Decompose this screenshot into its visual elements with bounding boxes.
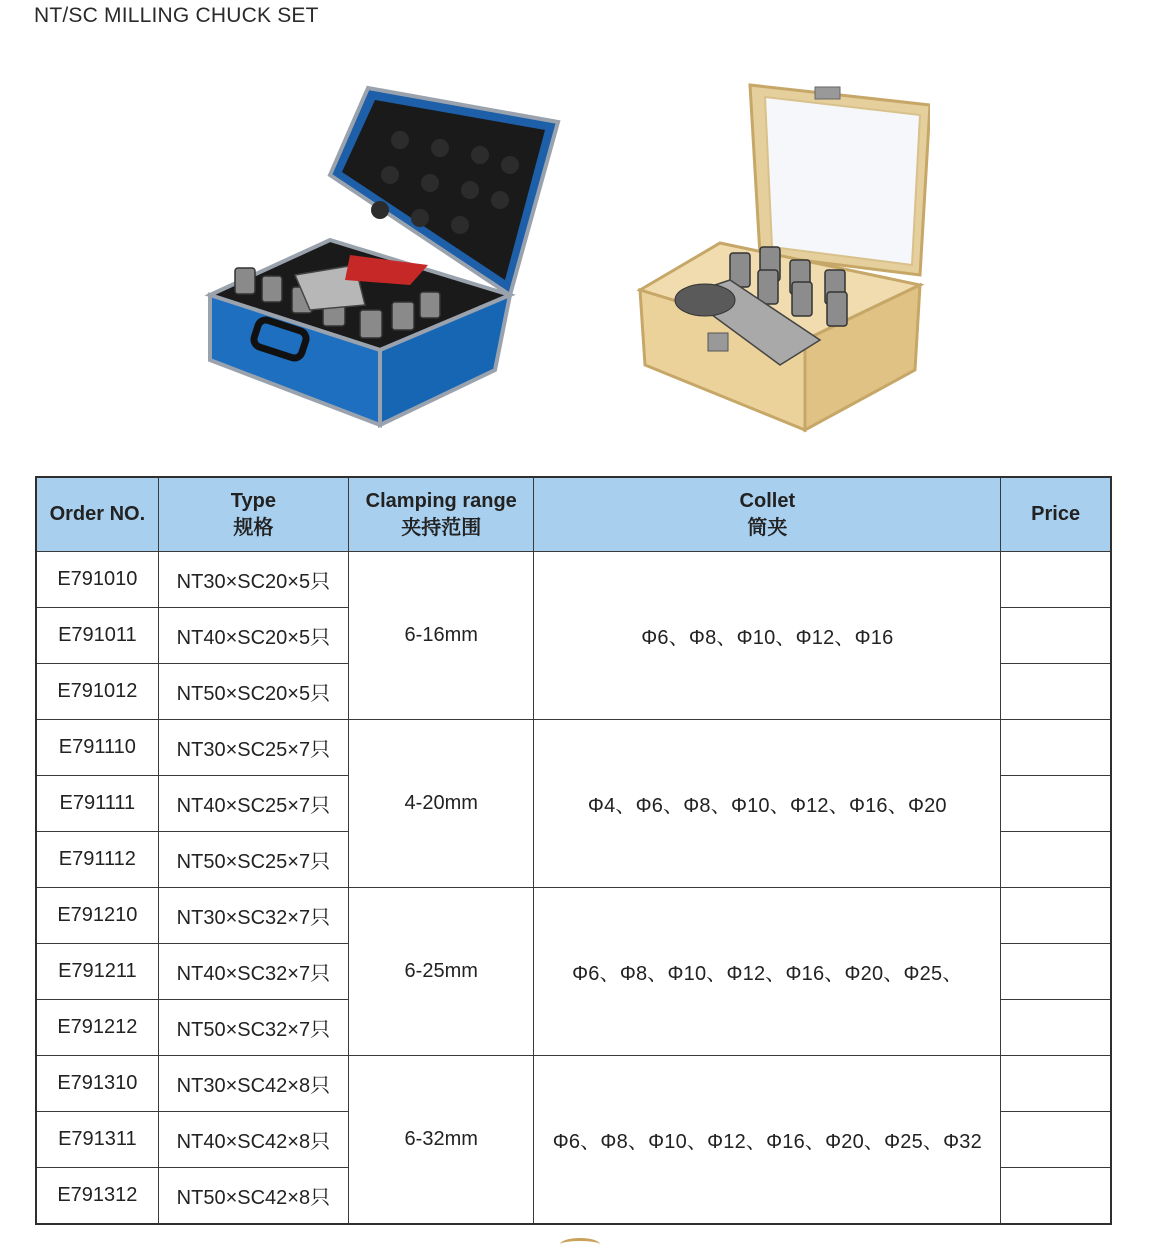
- header-collet-cn: 筒夹: [747, 516, 788, 539]
- price-cell: [1001, 720, 1111, 776]
- order-no: E791310: [36, 1056, 158, 1112]
- price-cell: [1001, 1056, 1111, 1112]
- clamping-range-cell: 6-16mm: [349, 552, 534, 720]
- price-cell: [1001, 1000, 1111, 1056]
- header-collet: [534, 477, 1001, 552]
- type-cell: NT50×SC25×7只: [158, 832, 348, 888]
- order-no: E791112: [36, 832, 158, 888]
- type-cell: NT30×SC25×7只: [158, 720, 348, 776]
- type-cell: NT40×SC25×7只: [158, 776, 348, 832]
- clamping-range-cell: 6-25mm: [349, 888, 534, 1056]
- order-no: E791210: [36, 888, 158, 944]
- aluminum-case-image: [200, 80, 570, 440]
- collet-cell: Φ4、Φ6、Φ8、Φ10、Φ12、Φ16、Φ20: [534, 720, 1001, 888]
- header-type: [158, 477, 348, 552]
- order-no: E791011: [36, 608, 158, 664]
- type-cell: NT30×SC42×8只: [158, 1056, 348, 1112]
- order-no: E791211: [36, 944, 158, 1000]
- type-cell: NT50×SC42×8只: [158, 1168, 348, 1225]
- order-no: E791010: [36, 552, 158, 608]
- type-cell: NT40×SC42×8只: [158, 1112, 348, 1168]
- page-title: NT/SC MILLING CHUCK SET: [34, 4, 319, 27]
- type-cell: NT30×SC32×7只: [158, 888, 348, 944]
- order-no: E791012: [36, 664, 158, 720]
- price-cell: [1001, 552, 1111, 608]
- order-no: E791212: [36, 1000, 158, 1056]
- price-cell: [1001, 664, 1111, 720]
- type-cell: NT50×SC32×7只: [158, 1000, 348, 1056]
- collet-cell: Φ6、Φ8、Φ10、Φ12、Φ16、Φ20、Φ25、: [534, 888, 1001, 1056]
- type-cell: NT40×SC20×5只: [158, 608, 348, 664]
- order-no: E791111: [36, 776, 158, 832]
- wooden-box-image: [630, 75, 930, 440]
- table-row: [36, 720, 1111, 776]
- header-clamping-range: [349, 477, 534, 552]
- type-cell: NT40×SC32×7只: [158, 944, 348, 1000]
- price-cell: [1001, 1168, 1111, 1225]
- type-cell: NT30×SC20×5只: [158, 552, 348, 608]
- price-cell: [1001, 944, 1111, 1000]
- header-collet-en: Collet: [739, 489, 796, 512]
- header-type-cn: 规格: [233, 516, 274, 539]
- order-no: E791110: [36, 720, 158, 776]
- price-cell: [1001, 1112, 1111, 1168]
- collet-cell: Φ6、Φ8、Φ10、Φ12、Φ16: [534, 552, 1001, 720]
- milling-chuck-set-table: [35, 476, 1112, 1225]
- header-price: Price: [1001, 477, 1111, 552]
- header-order-no: Order NO.: [36, 477, 158, 552]
- price-cell: [1001, 888, 1111, 944]
- clamping-range-cell: 6-32mm: [349, 1056, 534, 1225]
- order-no: E791312: [36, 1168, 158, 1225]
- table-row: [36, 1056, 1111, 1112]
- order-no: E791311: [36, 1112, 158, 1168]
- price-cell: [1001, 832, 1111, 888]
- header-type-en: Type: [230, 489, 276, 512]
- table-row: [36, 888, 1111, 944]
- collet-cell: Φ6、Φ8、Φ10、Φ12、Φ16、Φ20、Φ25、Φ32: [534, 1056, 1001, 1225]
- header-range-cn: 夹持范围: [401, 516, 482, 539]
- header-range-en: Clamping range: [365, 489, 517, 512]
- clamping-range-cell: 4-20mm: [349, 720, 534, 888]
- table-header-row: [36, 477, 1111, 552]
- price-cell: [1001, 608, 1111, 664]
- price-cell: [1001, 776, 1111, 832]
- type-cell: NT50×SC20×5只: [158, 664, 348, 720]
- table-row: [36, 552, 1111, 608]
- decorative-mark: [560, 1238, 600, 1251]
